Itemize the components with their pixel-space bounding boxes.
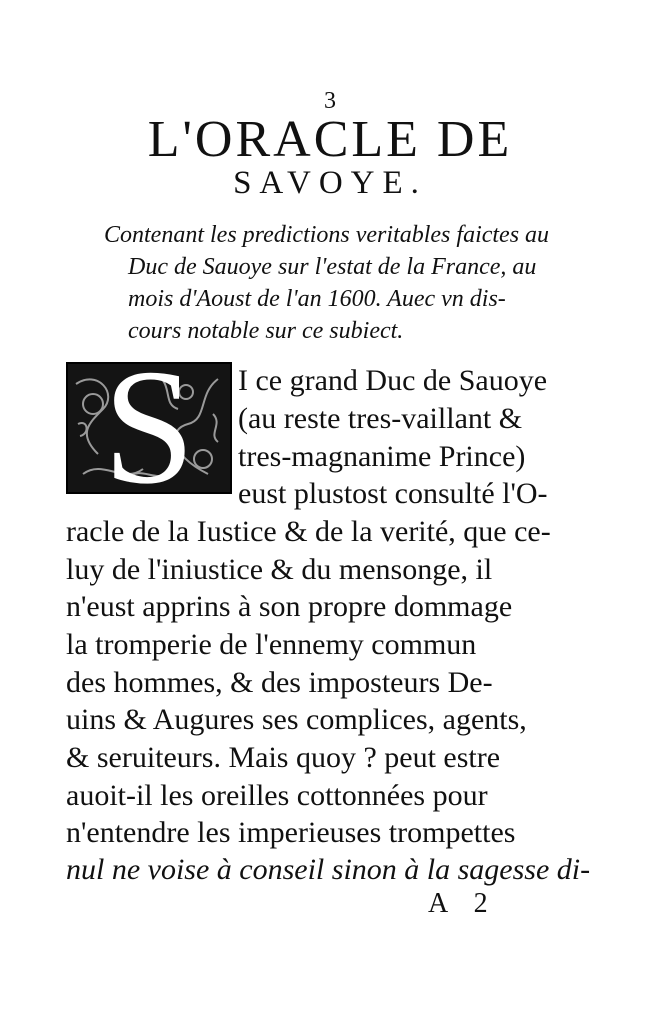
dropcap-letter: S <box>103 362 195 494</box>
body-line: n'eust apprins à son propre dommage <box>66 590 513 623</box>
body-line: des hommes, & des imposteurs De- <box>66 666 493 699</box>
page-title: L'ORACLE DE <box>147 111 513 168</box>
signature-mark: A 2 <box>428 888 498 919</box>
page-number: 3 <box>324 88 336 114</box>
body-line: eust plustost consulté l'O- <box>238 477 548 510</box>
decorated-initial <box>66 362 232 494</box>
body-line: & seruiteurs. Mais quoy ? peut estre <box>66 741 501 774</box>
body-line: I ce grand Duc de Sauoye <box>238 364 548 397</box>
body-line: uins & Augures ses complices, agents, <box>66 703 527 736</box>
body-line: tres-magnanime Prince) <box>238 440 526 473</box>
page-title-line2: SAVOYE. <box>233 165 427 201</box>
subtitle-line: Contenant les predictions veritables faictes au <box>104 222 550 248</box>
subtitle-line: mois d'Aoust de l'an 1600. Auec vn dis- <box>128 286 506 312</box>
body-line: n'entendre les imperieuses trompettes <box>66 816 516 849</box>
subtitle-line: Duc de Sauoye sur l'estat de la France, au <box>128 254 537 280</box>
body-line: luy de l'iniustice & du mensonge, il <box>66 553 493 586</box>
body-line: racle de la Iustice & de la verité, que ce- <box>66 515 551 548</box>
body-line: (au reste tres-vaillant & <box>238 402 523 435</box>
body-line: la tromperie de l'ennemy commun <box>66 628 477 661</box>
body-line-italic: nul ne voise à conseil sinon à la sagesse di- <box>66 853 591 886</box>
body-line: auoit-il les oreilles cottonnées pour <box>66 779 488 812</box>
subtitle-line: cours notable sur ce subiect. <box>128 318 404 344</box>
